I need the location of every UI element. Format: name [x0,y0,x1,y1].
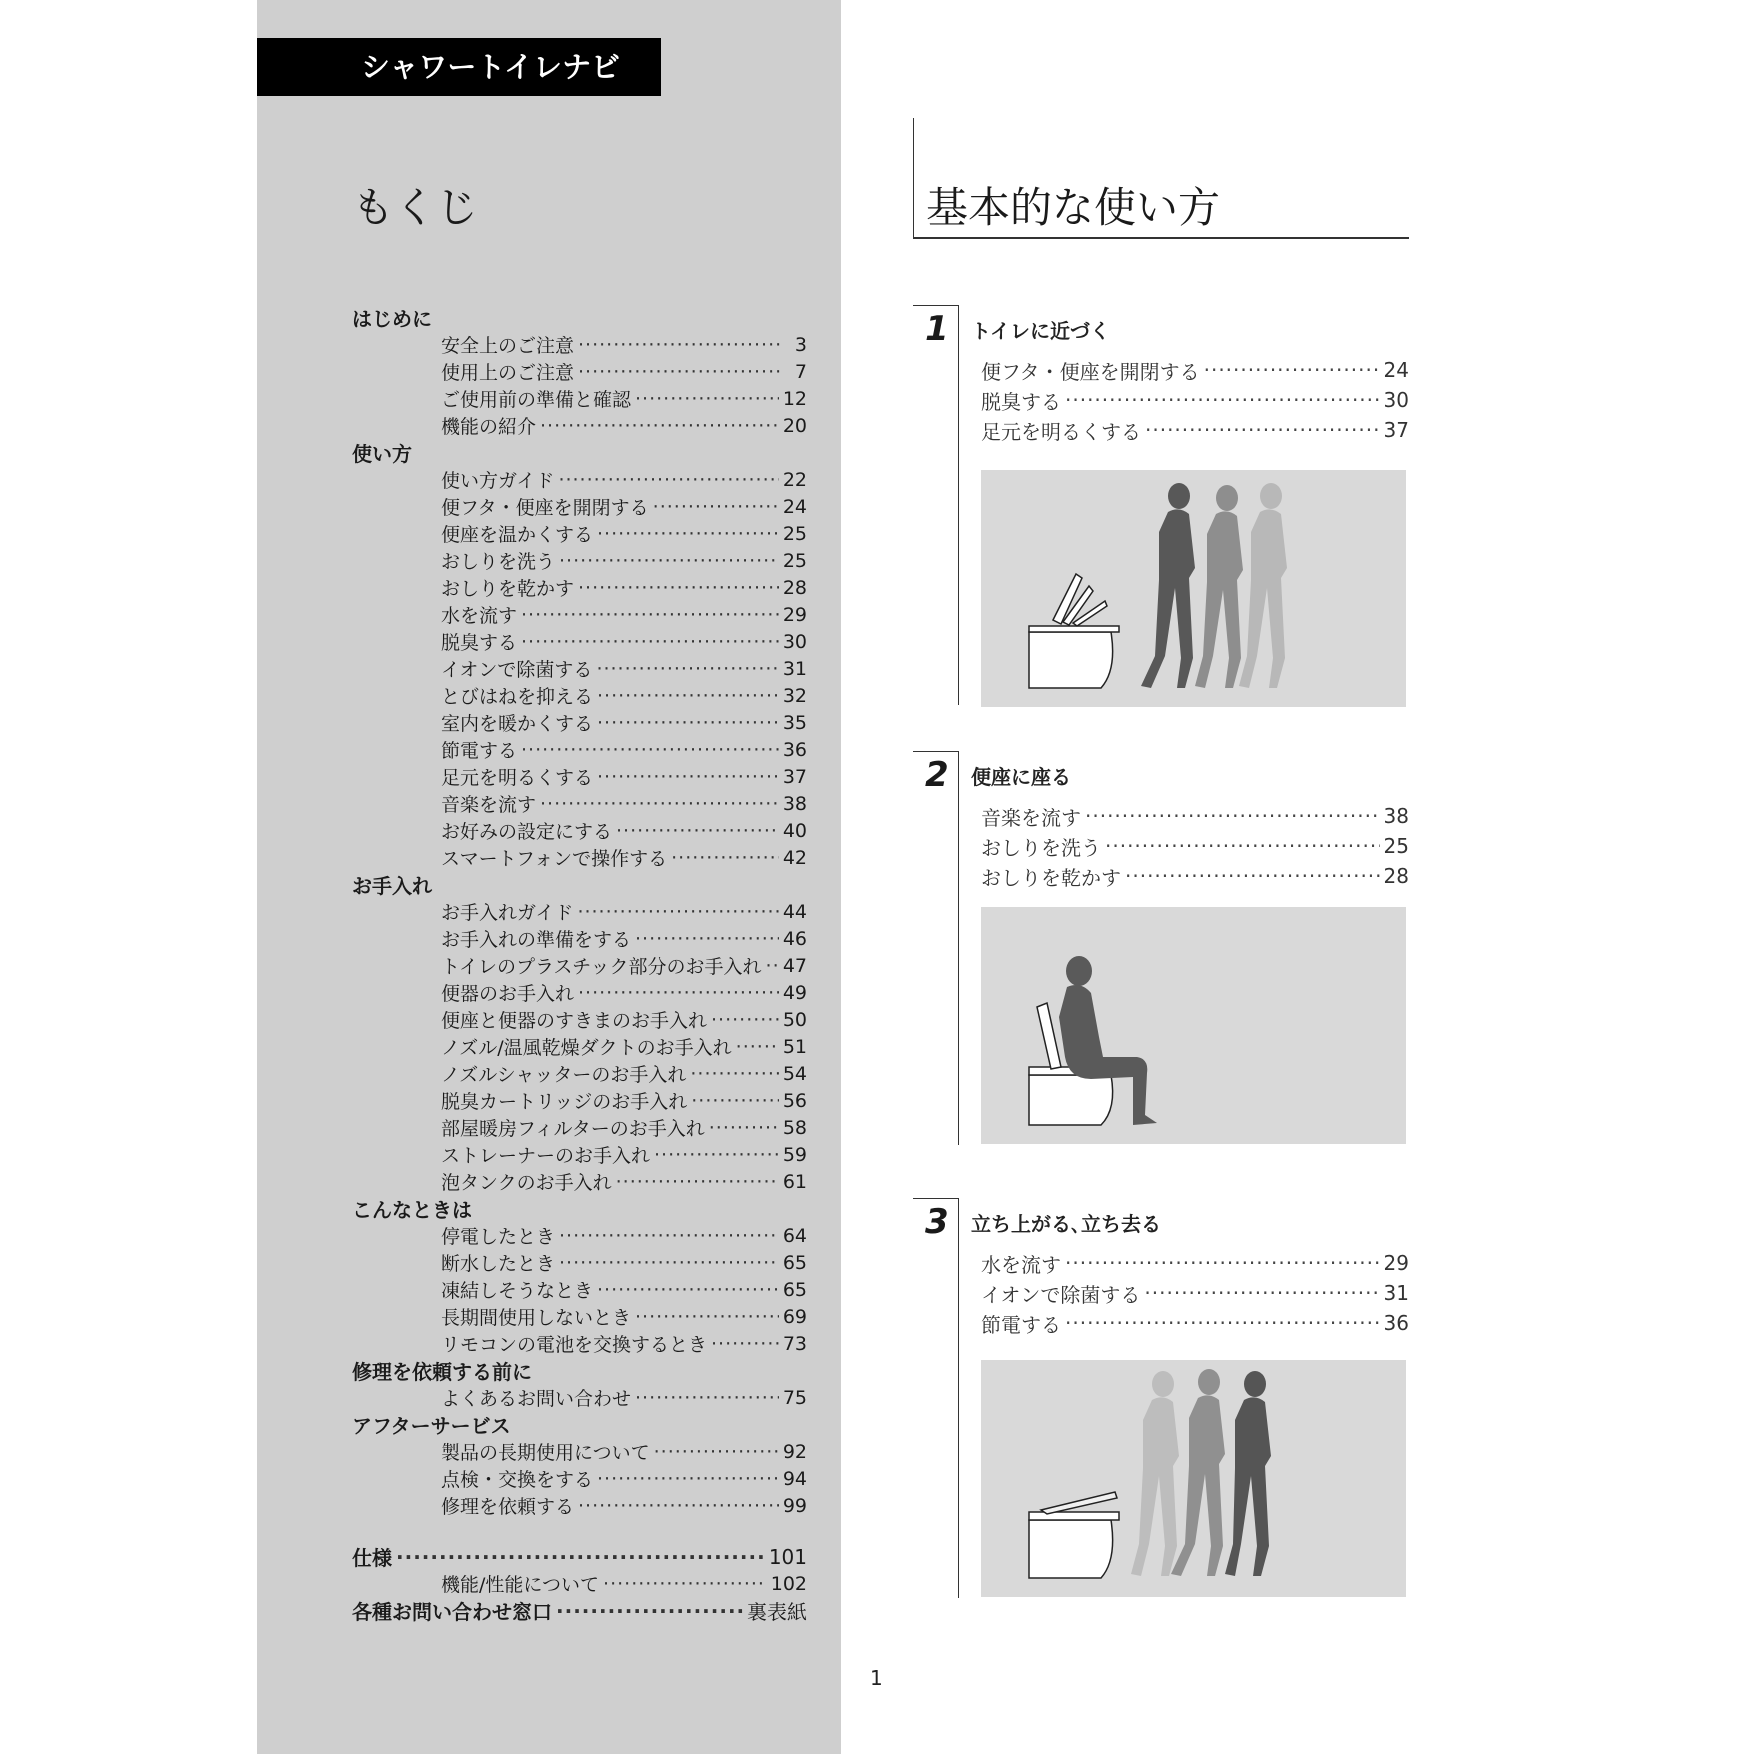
toc-label: 便座と便器のすきまのお手入れ [441,1010,708,1032]
step-item-label: 足元を明るくする [981,419,1141,444]
dot-leader [578,334,783,356]
toc-label: 修理を依頼する [441,1496,575,1518]
step-item[interactable] [981,385,1409,415]
toc-label: 便座を温かくする [441,524,594,546]
walking-person-icon [1131,1371,1179,1576]
toc-page-number: 61 [782,1170,807,1193]
toc-label: 室内を暖かくする [441,713,594,735]
step-bar [958,305,959,705]
toc-label: 使用上のご注意 [441,362,575,384]
step-number: 2 [925,755,949,795]
toc-category [352,1195,807,1222]
dot-leader [1085,804,1380,828]
step-item-page: 31 [1383,1281,1409,1305]
toc-label: 節電する [441,740,518,762]
toc-entry[interactable] [352,1060,807,1087]
dot-leader [766,955,779,977]
step-title: 便座に座る [971,765,1071,789]
toc-entry[interactable] [352,790,807,817]
toc-entry[interactable] [352,898,807,925]
dot-leader [1105,834,1380,858]
toc-label: アフターサービス [352,1414,511,1438]
toc-page-number: 92 [782,1440,807,1463]
toc-entry[interactable] [352,1006,807,1033]
toc-category [352,1357,807,1384]
sitting-figure-image [981,907,1406,1144]
toc-page-number: 44 [782,900,807,923]
walking-person-icon [1195,485,1243,688]
walking-person-icon [1225,1371,1271,1576]
toc-label: トイレのプラスチック部分のお手入れ [441,956,762,978]
toc-page-number: 51 [782,1035,807,1058]
toc-entry[interactable] [352,1384,807,1411]
toc-entry[interactable] [352,1222,807,1249]
toc-page-number: 102 [770,1572,807,1595]
toc-label: よくあるお問い合わせ [441,1388,632,1410]
toc-label: イオンで除菌する [441,659,593,681]
dot-leader [616,1171,779,1193]
approach-illustration [981,470,1406,707]
step-item[interactable] [981,1248,1409,1278]
step-items [981,355,1409,445]
toc-entry[interactable] [352,817,807,844]
toc-page-number: 38 [782,792,807,815]
dot-leader [597,1468,779,1490]
dot-leader [597,712,779,734]
dot-leader [671,847,779,869]
toc-label: おしりを乾かす [441,578,575,600]
toc-label: 断水したとき [441,1253,556,1275]
dot-leader [540,415,779,437]
toc-entry[interactable] [352,1543,807,1570]
toc-page-number: 73 [782,1332,807,1355]
toc-label: 安全上のご注意 [441,335,575,357]
toc-page-number: 30 [782,630,807,653]
toc-entry[interactable] [352,1249,807,1276]
toc-entry[interactable] [352,1168,807,1195]
step-3 [913,1198,1409,1598]
toc-entry[interactable] [352,1303,807,1330]
step-item[interactable] [981,861,1409,891]
toc-entry[interactable] [352,709,807,736]
toc-entry[interactable] [352,682,807,709]
step-item-label: 音楽を流す [981,805,1081,830]
step-item-page: 28 [1383,864,1409,888]
step-bar [913,751,959,752]
toc-entry[interactable] [352,466,807,493]
dot-leader [540,793,779,815]
toc-page-number: 24 [782,495,807,518]
toc-entry[interactable] [352,763,807,790]
step-item-page: 30 [1383,388,1409,412]
dot-leader [597,1279,779,1301]
step-item-page: 24 [1383,358,1409,382]
toc-label: 泡タンクのお手入れ [441,1172,612,1194]
toc-entry[interactable] [352,385,807,412]
dot-leader [521,631,779,653]
dot-leader [635,1306,779,1328]
step-bar [958,751,959,1145]
dot-leader [597,766,779,788]
toc-label: リモコンの電池を交換するとき [441,1334,708,1356]
brand-header: シャワートイレナビ [257,38,661,96]
step-number: 1 [925,309,949,349]
step-item-page: 37 [1383,418,1409,442]
toc-label: 水を流す [441,605,518,627]
dot-leader [654,1144,779,1166]
toc-label: 便フタ・便座を開閉する [441,497,649,519]
toc-label: ストレーナーのお手入れ [441,1145,651,1167]
dot-leader [654,1441,779,1463]
toc-label: 修理を依頼する前に [352,1360,532,1384]
walking-person-icon [1239,483,1287,688]
toc-category [352,871,807,898]
dot-leader [1125,864,1380,888]
toc-page-number: 37 [782,765,807,788]
step-title: トイレに近づく [971,319,1110,343]
toc-label: 製品の長期使用について [441,1442,650,1464]
dot-leader [559,1252,779,1274]
toilet-icon [1029,1492,1119,1578]
leaving-illustration [981,1360,1406,1597]
toc-page-number: 35 [782,711,807,734]
dot-leader [653,496,779,518]
leaving-figure-image [981,1360,1406,1597]
step-bar [913,305,959,306]
toc-label: 各種お問い合わせ窓口 [352,1600,552,1624]
toc-page-number: 99 [782,1494,807,1517]
toc-page-number: 22 [782,468,807,491]
step-bar [958,1198,959,1598]
toc-label: 仕様 [352,1546,392,1570]
toc-entry[interactable] [352,1141,807,1168]
step-1 [913,305,1409,705]
step-item-label: 節電する [981,1312,1061,1337]
dot-leader [1204,358,1380,382]
step-number: 3 [925,1202,949,1242]
dot-leader [596,658,778,680]
step-item[interactable] [981,831,1409,861]
dot-leader [635,1387,779,1409]
toc-label: 凍結しそうなとき [441,1280,594,1302]
toc-entry[interactable] [352,1492,807,1519]
toc-page-number: 32 [782,684,807,707]
toc-entry[interactable] [352,1033,807,1060]
walking-person-icon [1171,1369,1225,1576]
step-bar [913,1198,959,1199]
toc-entry[interactable] [352,1597,807,1624]
toc-page-number: 69 [782,1305,807,1328]
walking-person-icon [1141,483,1195,688]
toc-entry[interactable] [352,925,807,952]
toc-label: 音楽を流す [441,794,537,816]
step-item[interactable] [981,415,1409,445]
step-item-page: 36 [1383,1311,1409,1335]
dot-leader [578,577,779,599]
toc-page-number: 36 [782,738,807,761]
toc-entry[interactable] [352,358,807,385]
dot-leader [690,1063,778,1085]
toc-entry[interactable] [352,493,807,520]
toc-page-number: 28 [782,576,807,599]
toc-entry[interactable] [352,1276,807,1303]
dot-leader [711,1009,779,1031]
dot-leader [1065,1311,1380,1335]
toc-label: とびはねを抑える [441,686,594,708]
dot-leader [711,1333,779,1355]
dot-leader [578,982,779,1004]
toc-page-number: 25 [782,522,807,545]
toc-page-number: 65 [782,1278,807,1301]
toc-category [352,439,807,466]
dot-leader [521,604,779,626]
toc-entry[interactable] [352,520,807,547]
toc-label: 点検・交換をする [441,1469,594,1491]
toc-label: 便器のお手入れ [441,983,575,1005]
step-item-label: イオンで除菌する [981,1282,1141,1307]
toc-entry[interactable] [352,331,807,358]
toc-page-number: 75 [782,1386,807,1409]
dot-leader [635,928,779,950]
toc-page-number: 40 [782,819,807,842]
toc-page-number: 64 [782,1224,807,1247]
dot-leader [597,685,779,707]
toc-entry[interactable] [352,979,807,1006]
dot-leader [556,1599,743,1623]
toc-label: 部屋暖房フィルターのお手入れ [441,1118,705,1140]
dot-leader [1144,1281,1379,1305]
dot-leader [1065,1251,1380,1275]
title-underline [913,237,1409,239]
toilet-icon [1029,574,1119,688]
dot-leader [736,1036,779,1058]
toc-page-number: 47 [782,954,807,977]
toc-page-number: 101 [768,1544,807,1569]
toc-label: 脱臭カートリッジのお手入れ [441,1091,688,1113]
toc-page-number: 31 [782,657,807,680]
toc-entry[interactable] [352,547,807,574]
toc-label: 停電したとき [441,1226,556,1248]
step-2 [913,751,1409,1145]
toc-page-number: 裏表紙 [747,1600,807,1624]
toc-entry[interactable] [352,655,807,682]
dot-leader [597,523,779,545]
toc-page-number: 65 [782,1251,807,1274]
step-item-page: 29 [1383,1251,1409,1275]
toc-entry[interactable] [352,1465,807,1492]
toc-label: 脱臭する [441,632,518,654]
toc-page-number: 50 [782,1008,807,1031]
dot-leader [577,901,778,923]
toc-page-number: 54 [782,1062,807,1085]
step-item[interactable] [981,801,1409,831]
step-title: 立ち上がる､立ち去る [971,1212,1161,1236]
step-item[interactable] [981,1308,1409,1338]
toc-title: もくじ [352,183,479,232]
step-item-label: 脱臭する [981,389,1061,414]
toc-page-number: 29 [782,603,807,626]
step-item-label: おしりを洗う [981,835,1101,860]
toc-label: 長期間使用しないとき [441,1307,632,1329]
toc-page-number: 56 [782,1089,807,1112]
toc-page-number: 20 [782,414,807,437]
toc-page-number: 59 [782,1143,807,1166]
toc-page-number: 12 [782,387,807,410]
dot-leader [635,388,779,410]
dot-leader [396,1545,765,1569]
toc-label: お手入れの準備をする [441,929,632,951]
toc-label: 足元を明るくする [441,767,594,789]
sitting-illustration [981,907,1406,1144]
step-item[interactable] [981,1278,1409,1308]
toc-entry[interactable] [352,844,807,871]
toc-entry[interactable] [352,952,807,979]
dot-leader [578,1495,779,1517]
toc-page-number: 25 [782,549,807,572]
step-items [981,1248,1409,1338]
toc-page-number: 49 [782,981,807,1004]
toc-category [352,1411,807,1438]
dot-leader [578,361,783,383]
toc-label: おしりを洗う [441,551,556,573]
toc-category [352,304,807,331]
dot-leader [558,469,778,491]
toc-label: ご使用前の準備と確認 [441,389,632,411]
dot-leader [521,739,779,761]
toc-entry[interactable] [352,1438,807,1465]
dot-leader [616,820,779,842]
toc-entry[interactable] [352,1087,807,1114]
page-number: 1 [870,1666,883,1690]
dot-leader [559,1225,779,1247]
toc-entry[interactable] [352,574,807,601]
toc-entry[interactable] [352,1570,807,1597]
toc-label: ノズルシャッターのお手入れ [441,1064,687,1086]
toc-label: お好みの設定にする [441,821,613,843]
toc-entry[interactable] [352,628,807,655]
step-item-page: 25 [1383,834,1409,858]
toc-page-number: 46 [782,927,807,950]
title-accent-line [913,118,914,238]
dot-leader [559,550,779,572]
toc-label: はじめに [352,307,432,331]
toc-entry[interactable] [352,412,807,439]
basics-title: 基本的な使い方 [926,183,1221,232]
toc-page-number: 7 [794,360,807,383]
toc-label: お手入れガイド [441,902,574,924]
toc-entry[interactable] [352,736,807,763]
toc-label: スマートフォンで操作する [441,848,668,870]
dot-leader [709,1117,779,1139]
approach-figure-image [981,470,1406,707]
toc-entry[interactable] [352,1114,807,1141]
toc-page-number: 58 [782,1116,807,1139]
dot-leader [691,1090,779,1112]
toc-entry[interactable] [352,601,807,628]
step-items [981,801,1409,891]
toc-label: 機能/性能について [441,1574,600,1596]
step-item[interactable] [981,355,1409,385]
dot-leader [1065,388,1380,412]
dot-leader [1145,418,1380,442]
toc-label: 使い方 [352,442,412,466]
step-item-label: 便フタ・便座を開閉する [981,359,1200,384]
step-item-page: 38 [1383,804,1409,828]
toc-entry[interactable] [352,1330,807,1357]
toc-label: お手入れ [352,874,432,898]
toc-label: 機能の紹介 [441,416,537,438]
step-item-label: おしりを乾かす [981,865,1121,890]
step-item-label: 水を流す [981,1252,1061,1277]
toc-label: ノズル/温風乾燥ダクトのお手入れ [441,1037,732,1059]
table-of-contents [352,304,807,1624]
toc-page-number: 94 [782,1467,807,1490]
toc-label: こんなときは [352,1198,472,1222]
toc-page-number: 3 [794,333,807,356]
toc-page-number: 42 [782,846,807,869]
dot-leader [603,1573,767,1595]
toc-label: 使い方ガイド [441,470,555,492]
